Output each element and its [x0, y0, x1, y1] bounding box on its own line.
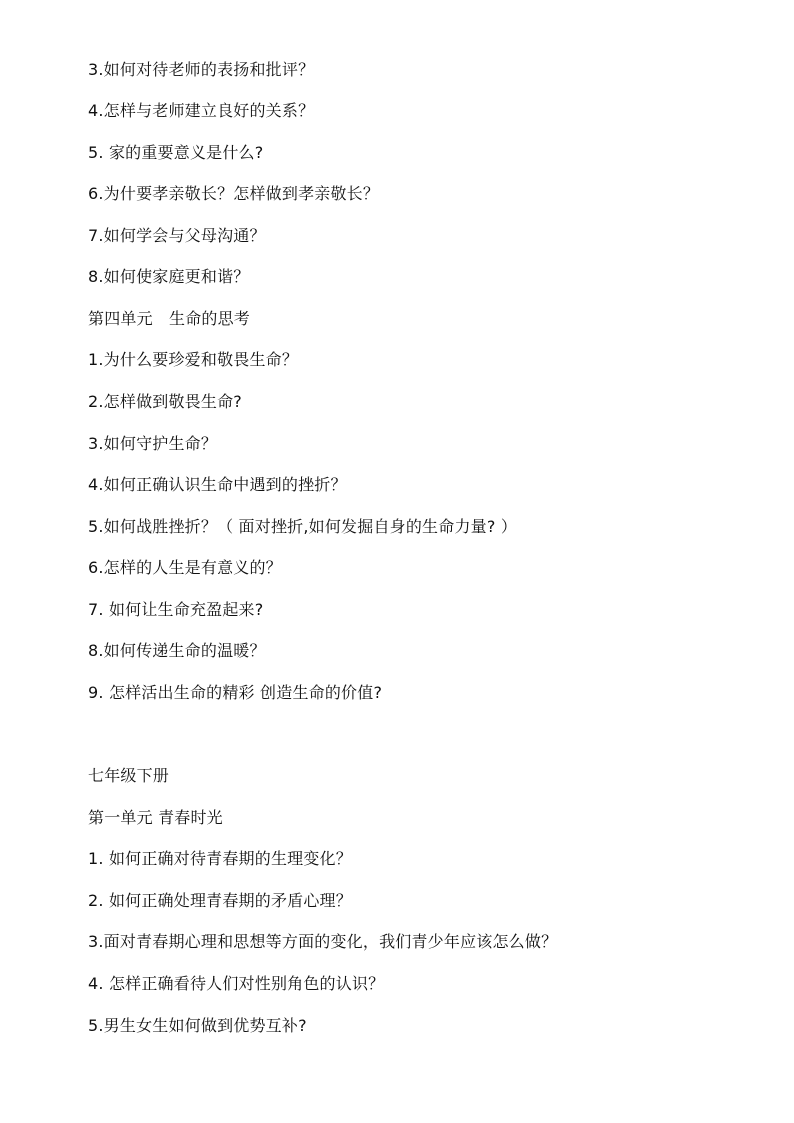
question-line: 7. 如何让生命充盈起来?: [88, 600, 264, 619]
question-line: 5.如何战胜挫折？（ 面对挫折,如何发掘自身的生命力量? ）: [88, 517, 518, 536]
question-line: 7.如何学会与父母沟通？: [88, 226, 266, 245]
question-line: 1.为什么要珍爱和敬畏生命？: [88, 350, 299, 369]
unit-heading: 第四单元 生命的思考: [88, 309, 251, 328]
grade-heading: 七年级下册: [88, 766, 170, 785]
question-line: 9. 怎样活出生命的精彩 创造生命的价值?: [88, 683, 383, 702]
question-line: 6.怎样的人生是有意义的？: [88, 558, 282, 577]
question-line: 1. 如何正确对待青春期的生理变化？: [88, 849, 352, 868]
question-line: 4.如何正确认识生命中遇到的挫折？: [88, 475, 347, 494]
unit-heading: 第一单元 青春时光: [88, 808, 223, 827]
question-line: 5. 家的重要意义是什么?: [88, 143, 264, 162]
question-line: 3.如何对待老师的表扬和批评？: [88, 60, 315, 79]
question-line: 3.面对青春期心理和思想等方面的变化，我们青少年应该怎么做？: [88, 932, 558, 951]
question-line: 8.如何传递生命的温暖？: [88, 641, 266, 660]
question-line: 6.为什要孝亲敬长？怎样做到孝亲敬长？: [88, 184, 380, 203]
question-line: 4.怎样与老师建立良好的关系？: [88, 101, 315, 120]
question-line: 3.如何守护生命？: [88, 434, 218, 453]
question-line: 8.如何使家庭更和谐？: [88, 267, 250, 286]
question-line: 4. 怎样正确看待人们对性别角色的认识？: [88, 974, 385, 993]
question-line: 5.男生女生如何做到优势互补?: [88, 1016, 307, 1035]
question-line: 2. 如何正确处理青春期的矛盾心理？: [88, 891, 352, 910]
question-line: 2.怎样做到敬畏生命?: [88, 392, 242, 411]
